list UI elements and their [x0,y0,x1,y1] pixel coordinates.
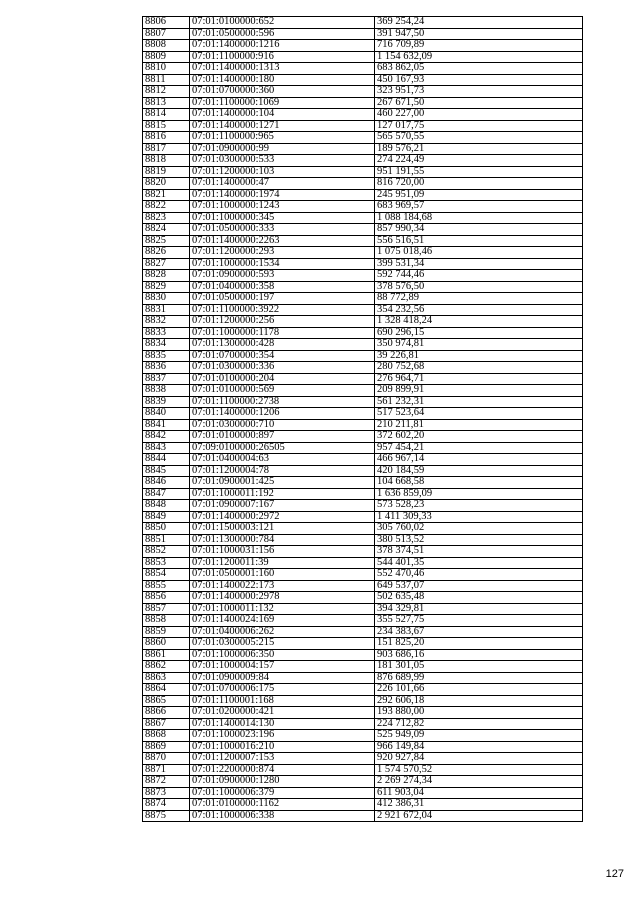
row-number-cell: 8830 [143,293,190,305]
table-row [143,557,583,569]
table-row [143,787,583,799]
value-cell: 305 760,02 [375,523,583,535]
value-cell: 951 191,55 [375,166,583,178]
row-number-cell: 8849 [143,511,190,523]
row-number-cell: 8817 [143,143,190,155]
cadastral-number-cell: 07:01:1000006:379 [190,787,375,799]
row-number-cell: 8818 [143,155,190,167]
value-cell: 611 903,04 [375,787,583,799]
value-cell: 460 227,00 [375,109,583,121]
value-cell: 556 516,51 [375,235,583,247]
cadastral-number-cell: 07:01:0400006:262 [190,626,375,638]
table-row [143,603,583,615]
value-cell: 552 470,46 [375,569,583,581]
value-cell: 876 689,99 [375,672,583,684]
table-row [143,649,583,661]
cadastral-number-cell: 07:01:1000023:196 [190,730,375,742]
cadastral-number-cell: 07:01:1100000:3922 [190,304,375,316]
cadastral-number-cell: 07:01:1400000:1313 [190,63,375,75]
table-row [143,86,583,98]
value-cell: 1 154 632,09 [375,51,583,63]
row-number-cell: 8833 [143,327,190,339]
table-row [143,764,583,776]
cadastral-number-cell: 07:01:1000006:350 [190,649,375,661]
value-cell: 350 974,81 [375,339,583,351]
value-cell: 1 636 859,09 [375,488,583,500]
table-row [143,523,583,535]
value-cell: 517 523,64 [375,408,583,420]
value-cell: 378 576,50 [375,281,583,293]
value-cell: 245 951,09 [375,189,583,201]
value-cell: 181 301,05 [375,661,583,673]
table-row [143,339,583,351]
row-number-cell: 8863 [143,672,190,684]
table-row [143,730,583,742]
value-cell: 193 880,00 [375,707,583,719]
value-cell: 209 899,91 [375,385,583,397]
table-row [143,799,583,811]
table-row [143,247,583,259]
row-number-cell: 8815 [143,120,190,132]
table-row [143,465,583,477]
row-number-cell: 8842 [143,431,190,443]
table-row [143,189,583,201]
row-number-cell: 8828 [143,270,190,282]
value-cell: 2 921 672,04 [375,810,583,822]
cadastral-number-cell: 07:01:1000000:1178 [190,327,375,339]
row-number-cell: 8845 [143,465,190,477]
table-row [143,592,583,604]
row-number-cell: 8871 [143,764,190,776]
value-cell: 1 075 018,46 [375,247,583,259]
cadastral-number-cell: 07:01:0100000:652 [190,17,375,29]
cadastral-number-cell: 07:01:1000011:132 [190,603,375,615]
cadastral-number-cell: 07:01:0900001:425 [190,477,375,489]
row-number-cell: 8827 [143,258,190,270]
table-row [143,166,583,178]
table-row [143,293,583,305]
row-number-cell: 8835 [143,350,190,362]
cadastral-number-cell: 07:01:1200000:103 [190,166,375,178]
table-row [143,109,583,121]
cadastral-number-cell: 07:01:1200004:78 [190,465,375,477]
row-number-cell: 8865 [143,695,190,707]
value-cell: 565 570,55 [375,132,583,144]
page-number: 127 [605,868,624,880]
table-row [143,753,583,765]
value-cell: 88 772,89 [375,293,583,305]
table-row [143,212,583,224]
value-cell: 234 383,67 [375,626,583,638]
table-row [143,270,583,282]
cadastral-number-cell: 07:01:1100000:2738 [190,396,375,408]
row-number-cell: 8846 [143,477,190,489]
row-number-cell: 8873 [143,787,190,799]
cadastral-number-cell: 07:01:1000000:1534 [190,258,375,270]
cadastral-number-cell: 07:01:1400000:47 [190,178,375,190]
cadastral-number-cell: 07:01:1300000:784 [190,534,375,546]
table-row [143,97,583,109]
row-number-cell: 8836 [143,362,190,374]
cadastral-number-cell: 07:01:0900000:99 [190,143,375,155]
table-row [143,488,583,500]
table-row [143,281,583,293]
cadastral-number-cell: 07:01:0300000:710 [190,419,375,431]
table-row [143,477,583,489]
table-row [143,626,583,638]
cadastral-number-cell: 07:01:0500000:197 [190,293,375,305]
cadastral-number-cell: 07:01:1000011:192 [190,488,375,500]
table-row [143,419,583,431]
value-cell: 2 269 274,34 [375,776,583,788]
cadastral-number-cell: 07:01:2200000:874 [190,764,375,776]
cadastral-number-cell: 07:01:0900007:167 [190,500,375,512]
cadastral-number-cell: 07:01:1000006:338 [190,810,375,822]
table-row [143,684,583,696]
cadastral-number-cell: 07:01:1400000:2972 [190,511,375,523]
value-cell: 690 296,15 [375,327,583,339]
value-cell: 39 226,81 [375,350,583,362]
cadastral-number-cell: 07:01:0400004:63 [190,454,375,466]
value-cell: 420 184,59 [375,465,583,477]
cadastral-number-cell: 07:01:1400000:1206 [190,408,375,420]
table-row [143,132,583,144]
row-number-cell: 8850 [143,523,190,535]
row-number-cell: 8822 [143,201,190,213]
cadastral-number-cell: 07:01:0700000:354 [190,350,375,362]
value-cell: 394 329,81 [375,603,583,615]
cadastral-number-cell: 07:01:1400000:1271 [190,120,375,132]
table-row [143,569,583,581]
value-cell: 372 602,20 [375,431,583,443]
row-number-cell: 8851 [143,534,190,546]
value-cell: 355 527,75 [375,615,583,627]
row-number-cell: 8860 [143,638,190,650]
value-cell: 292 606,18 [375,695,583,707]
value-cell: 127 017,75 [375,120,583,132]
cadastral-number-cell: 07:01:0300005:215 [190,638,375,650]
value-cell: 957 454,21 [375,442,583,454]
row-number-cell: 8825 [143,235,190,247]
row-number-cell: 8875 [143,810,190,822]
row-number-cell: 8841 [143,419,190,431]
table-row [143,718,583,730]
cadastral-number-cell: 07:01:1400000:2978 [190,592,375,604]
value-cell: 966 149,84 [375,741,583,753]
row-number-cell: 8813 [143,97,190,109]
cadastral-number-cell: 07:01:1000004:157 [190,661,375,673]
value-cell: 903 686,16 [375,649,583,661]
row-number-cell: 8839 [143,396,190,408]
value-cell: 592 744,46 [375,270,583,282]
row-number-cell: 8844 [143,454,190,466]
cadastral-number-cell: 07:01:0300000:533 [190,155,375,167]
cadastral-number-cell: 07:01:1300000:428 [190,339,375,351]
cadastral-number-cell: 07:01:1400024:169 [190,615,375,627]
row-number-cell: 8858 [143,615,190,627]
cadastral-number-cell: 07:01:1200000:293 [190,247,375,259]
table-row [143,28,583,40]
value-cell: 189 576,21 [375,143,583,155]
value-cell: 573 528,23 [375,500,583,512]
table-row [143,51,583,63]
cadastral-value-table [142,16,583,822]
row-number-cell: 8832 [143,316,190,328]
value-cell: 816 720,00 [375,178,583,190]
row-number-cell: 8861 [143,649,190,661]
table-row [143,534,583,546]
table-row [143,201,583,213]
value-cell: 380 513,52 [375,534,583,546]
row-number-cell: 8838 [143,385,190,397]
cadastral-number-cell: 07:01:1100001:168 [190,695,375,707]
row-number-cell: 8811 [143,74,190,86]
row-number-cell: 8868 [143,730,190,742]
value-cell: 276 964,71 [375,373,583,385]
row-number-cell: 8854 [143,569,190,581]
cadastral-number-cell: 07:01:0400000:358 [190,281,375,293]
value-cell: 412 386,31 [375,799,583,811]
cadastral-number-cell: 07:01:1100000:916 [190,51,375,63]
table-row [143,17,583,29]
value-cell: 683 862,05 [375,63,583,75]
row-number-cell: 8872 [143,776,190,788]
table-row [143,40,583,52]
row-number-cell: 8821 [143,189,190,201]
table-row [143,695,583,707]
table-row [143,235,583,247]
cadastral-number-cell: 07:01:1400000:2263 [190,235,375,247]
value-cell: 544 401,35 [375,557,583,569]
cadastral-number-cell: 07:01:1000000:1243 [190,201,375,213]
table-row [143,776,583,788]
row-number-cell: 8810 [143,63,190,75]
table-row [143,362,583,374]
table-row [143,661,583,673]
value-cell: 683 969,57 [375,201,583,213]
value-cell: 280 752,68 [375,362,583,374]
row-number-cell: 8826 [143,247,190,259]
cadastral-number-cell: 07:01:1200000:256 [190,316,375,328]
table-row [143,258,583,270]
table-row [143,224,583,236]
table-row [143,327,583,339]
value-cell: 1 411 309,33 [375,511,583,523]
value-cell: 369 254,24 [375,17,583,29]
row-number-cell: 8829 [143,281,190,293]
cadastral-number-cell: 07:01:0900009:84 [190,672,375,684]
table-row [143,615,583,627]
table-row [143,442,583,454]
cadastral-number-cell: 07:01:0100000:569 [190,385,375,397]
value-cell: 104 668,58 [375,477,583,489]
cadastral-number-cell: 07:01:0100000:1162 [190,799,375,811]
value-cell: 1 574 570,52 [375,764,583,776]
table-row [143,143,583,155]
table-row [143,373,583,385]
value-cell: 1 328 418,24 [375,316,583,328]
cadastral-number-cell: 07:01:1400014:130 [190,718,375,730]
value-cell: 399 531,34 [375,258,583,270]
table-row [143,638,583,650]
cadastral-number-cell: 07:01:1400000:104 [190,109,375,121]
value-cell: 466 967,14 [375,454,583,466]
row-number-cell: 8869 [143,741,190,753]
row-number-cell: 8848 [143,500,190,512]
cadastral-number-cell: 07:01:0500001:160 [190,569,375,581]
row-number-cell: 8843 [143,442,190,454]
cadastral-number-cell: 07:01:1400000:180 [190,74,375,86]
row-number-cell: 8874 [143,799,190,811]
value-cell: 378 374,51 [375,546,583,558]
cadastral-number-cell: 07:01:1000016:210 [190,741,375,753]
table-row [143,707,583,719]
value-cell: 525 949,09 [375,730,583,742]
row-number-cell: 8870 [143,753,190,765]
table-row [143,178,583,190]
cadastral-number-cell: 07:09:0100000:26505 [190,442,375,454]
cadastral-number-cell: 07:01:1100000:965 [190,132,375,144]
row-number-cell: 8853 [143,557,190,569]
cadastral-number-cell: 07:01:1100000:1069 [190,97,375,109]
cadastral-number-cell: 07:01:0700000:360 [190,86,375,98]
row-number-cell: 8812 [143,86,190,98]
row-number-cell: 8807 [143,28,190,40]
value-cell: 274 224,49 [375,155,583,167]
cadastral-number-cell: 07:01:0500000:596 [190,28,375,40]
row-number-cell: 8824 [143,224,190,236]
row-number-cell: 8852 [143,546,190,558]
table-body [143,17,583,822]
table-row [143,408,583,420]
value-cell: 226 101,66 [375,684,583,696]
row-number-cell: 8856 [143,592,190,604]
value-cell: 649 537,07 [375,580,583,592]
table-row [143,120,583,132]
row-number-cell: 8837 [143,373,190,385]
cadastral-number-cell: 07:01:0100000:204 [190,373,375,385]
table-row [143,580,583,592]
row-number-cell: 8862 [143,661,190,673]
table-row [143,350,583,362]
cadastral-number-cell: 07:01:1000000:345 [190,212,375,224]
table-row [143,500,583,512]
value-cell: 561 232,31 [375,396,583,408]
table-row [143,385,583,397]
value-cell: 151 825,20 [375,638,583,650]
table-row [143,304,583,316]
row-number-cell: 8840 [143,408,190,420]
table-row [143,74,583,86]
table-row [143,396,583,408]
row-number-cell: 8809 [143,51,190,63]
cadastral-number-cell: 07:01:0200000:421 [190,707,375,719]
row-number-cell: 8820 [143,178,190,190]
row-number-cell: 8823 [143,212,190,224]
cadastral-number-cell: 07:01:1500003:121 [190,523,375,535]
row-number-cell: 8831 [143,304,190,316]
table-row [143,63,583,75]
value-cell: 450 167,93 [375,74,583,86]
cadastral-number-cell: 07:01:1000031:156 [190,546,375,558]
cadastral-number-cell: 07:01:1200007:153 [190,753,375,765]
cadastral-number-cell: 07:01:0300000:336 [190,362,375,374]
row-number-cell: 8816 [143,132,190,144]
table-row [143,316,583,328]
row-number-cell: 8866 [143,707,190,719]
row-number-cell: 8847 [143,488,190,500]
cadastral-number-cell: 07:01:0700006:175 [190,684,375,696]
value-cell: 391 947,50 [375,28,583,40]
table-row [143,511,583,523]
row-number-cell: 8867 [143,718,190,730]
row-number-cell: 8834 [143,339,190,351]
cadastral-number-cell: 07:01:1200011:39 [190,557,375,569]
value-cell: 210 211,81 [375,419,583,431]
value-cell: 267 671,50 [375,97,583,109]
value-cell: 920 927,84 [375,753,583,765]
value-cell: 224 712,82 [375,718,583,730]
cadastral-number-cell: 07:01:0900000:1280 [190,776,375,788]
value-cell: 857 990,34 [375,224,583,236]
value-cell: 323 951,73 [375,86,583,98]
row-number-cell: 8859 [143,626,190,638]
row-number-cell: 8864 [143,684,190,696]
value-cell: 1 088 184,68 [375,212,583,224]
table-row [143,810,583,822]
value-cell: 354 232,56 [375,304,583,316]
table-row [143,546,583,558]
row-number-cell: 8857 [143,603,190,615]
cadastral-number-cell: 07:01:1400022:173 [190,580,375,592]
value-cell: 502 635,48 [375,592,583,604]
table-row [143,431,583,443]
row-number-cell: 8814 [143,109,190,121]
table-row [143,454,583,466]
cadastral-number-cell: 07:01:0100000:897 [190,431,375,443]
row-number-cell: 8855 [143,580,190,592]
row-number-cell: 8819 [143,166,190,178]
row-number-cell: 8806 [143,17,190,29]
row-number-cell: 8808 [143,40,190,52]
cadastral-number-cell: 07:01:0500000:333 [190,224,375,236]
table-row [143,672,583,684]
table-row [143,155,583,167]
cadastral-number-cell: 07:01:0900000:593 [190,270,375,282]
cadastral-number-cell: 07:01:1400000:1216 [190,40,375,52]
cadastral-number-cell: 07:01:1400000:1974 [190,189,375,201]
value-cell: 716 709,89 [375,40,583,52]
table-row [143,741,583,753]
